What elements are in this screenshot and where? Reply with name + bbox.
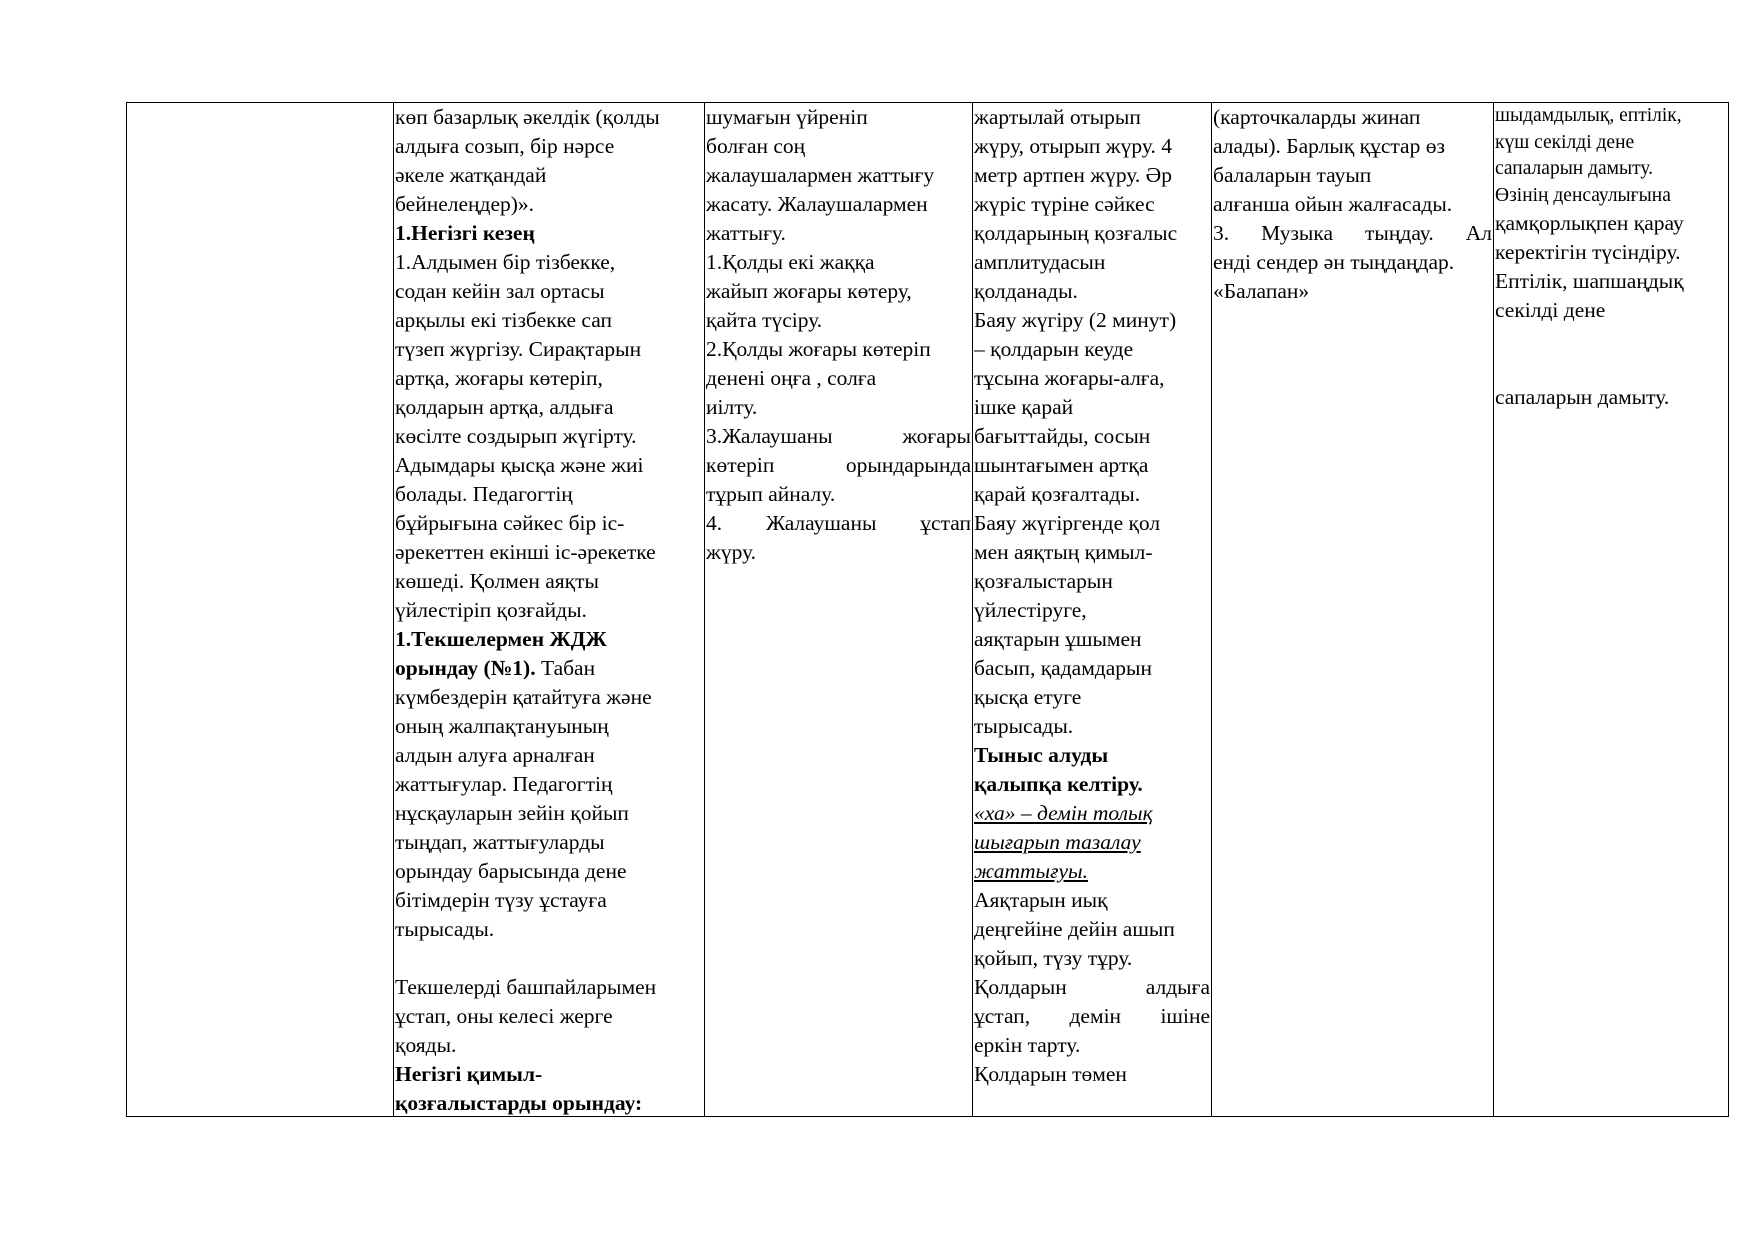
text-line: тырысады. xyxy=(395,917,495,941)
text-line: қайта түсіру. xyxy=(706,308,823,332)
text-line: жасату. Жалаушалармен xyxy=(706,192,928,216)
text-fragment: 4. Жалаушаны xyxy=(706,511,877,535)
text-line: Баяу жүгіру (2 минут) xyxy=(974,308,1177,332)
text-line: орындау барысында дене xyxy=(395,859,627,883)
text-line: артқа, жоғары көтеріп, xyxy=(395,366,603,390)
text-line xyxy=(974,973,1210,1002)
column-divider xyxy=(704,103,705,1116)
text-line: керектігін түсіндіру. xyxy=(1495,240,1681,264)
text-line: нұсқауларын зейін қойып xyxy=(395,801,629,825)
text-line: көшеді. Қолмен аяқты xyxy=(395,569,599,593)
text-line: Аяқтарын иық xyxy=(974,888,1108,912)
text-line: тыңдап, жаттығуларды xyxy=(395,830,605,854)
text-line: әрекеттен екінші іс-әрекетке xyxy=(395,540,656,564)
text-fragment: 3. xyxy=(1213,221,1230,245)
text-line: ішке қарай xyxy=(974,395,1074,419)
text-line: жаттығулар. Педагогтің xyxy=(395,772,613,796)
text-fragment: ұстап xyxy=(920,511,971,535)
column-divider xyxy=(1493,103,1494,1116)
text-line: 1.Алдымен бір тізбекке, xyxy=(395,250,616,274)
text-line: қозғалыстарын xyxy=(974,569,1113,593)
column-divider xyxy=(972,103,973,1116)
text-line xyxy=(706,509,971,538)
exercise-name: шығарып тазалау xyxy=(974,830,1141,854)
text-line: тырысады. xyxy=(974,714,1074,738)
text-line xyxy=(706,422,971,451)
text-line: секілді дене xyxy=(1495,298,1606,322)
text-line: Ептілік, шапшаңдық xyxy=(1495,269,1684,293)
text-line xyxy=(974,1002,1210,1031)
column-divider xyxy=(393,103,394,1116)
table-cell-col5 xyxy=(1213,103,1492,1116)
text-line: көп базарлық әкелдік (қолды xyxy=(395,105,660,129)
text-line: қояды. xyxy=(395,1033,457,1057)
text-fragment: жоғары xyxy=(902,424,971,448)
text-line: жалаушалармен жаттығу xyxy=(706,163,935,187)
text-line: еркін тарту. xyxy=(974,1033,1081,1057)
text-line: түзеп жүргізу. Сирақтарын xyxy=(395,337,642,361)
text-fragment: ұстап, xyxy=(974,1004,1031,1028)
text-line: қолданады. xyxy=(974,279,1078,303)
text-line: әкеле жатқандай xyxy=(395,163,547,187)
text-line: күш секілді дене xyxy=(1495,131,1635,153)
text-line: Өзінің денсаулығына xyxy=(1495,184,1671,206)
text-line: жүру, отырып жүру. 4 xyxy=(974,134,1172,158)
text-fragment: орындарында xyxy=(845,453,971,477)
text-fragment: алдыға xyxy=(1145,975,1210,999)
text-line: 1.Қолды екі жаққа xyxy=(706,250,875,274)
text-line: қолдарының қозғалыс xyxy=(974,221,1178,245)
text-line: үйлестіруге, xyxy=(974,598,1087,622)
text-line: иілту. xyxy=(706,395,758,419)
text-line: басып, қадамдарын xyxy=(974,656,1152,680)
text-fragment: 3.Жалаушаны xyxy=(706,424,833,448)
text-line: қолдарын артқа, алдыға xyxy=(395,395,614,419)
text-line: үйлестіріп қозғайды. xyxy=(395,598,587,622)
text-line: деңгейіне дейін ашып xyxy=(974,917,1175,941)
text-line: қысқа етуге xyxy=(974,685,1082,709)
text-line: қойып, түзу тұру. xyxy=(974,946,1133,970)
exercise-name: «ха» – демін толық xyxy=(974,801,1153,825)
text-line: метр артпен жүру. Әр xyxy=(974,163,1172,187)
text-line: енді сендер ән тыңдаңдар. xyxy=(1213,250,1455,274)
bold-phrase: орындау (№1). xyxy=(395,656,536,680)
blank-line xyxy=(1495,325,1728,383)
table-cell-col4 xyxy=(974,103,1210,1116)
text-line: амплитудасын xyxy=(974,250,1106,274)
text-line: Қолдарын төмен xyxy=(974,1062,1127,1086)
blank-line xyxy=(395,944,703,973)
section-heading-main-stage: 1.Негізгі кезең xyxy=(395,221,535,245)
text-line xyxy=(1213,219,1492,248)
text-line: көсілте создырып жүгірту. xyxy=(395,424,637,448)
text-line: шынтағымен артқа xyxy=(974,453,1149,477)
text-line: Адымдары қысқа және жиі xyxy=(395,453,644,477)
section-heading-main-movements: Негізгі қимыл- xyxy=(395,1062,543,1086)
text-line: балаларын тауып xyxy=(1213,163,1372,187)
text-line: күмбездерін қатайтуға және xyxy=(395,685,652,709)
text-line: жүріс түріне сәйкес xyxy=(974,192,1155,216)
text-line: шыдамдылық, ептілік, xyxy=(1495,105,1682,126)
text-line: болған соң xyxy=(706,134,806,158)
text-line: алдыға созып, бір нәрсе xyxy=(395,134,615,158)
section-heading-blocks: 1.Текшелермен ЖДЖ xyxy=(395,627,607,651)
text-line: аяқтарын ұшымен xyxy=(974,627,1142,651)
text-line: бұйрығына сәйкес бір іс- xyxy=(395,511,625,535)
text-line: оның жалпақтануының xyxy=(395,714,609,738)
text-fragment: Табан xyxy=(535,656,596,680)
text-fragment: тыңдау. xyxy=(1365,221,1434,245)
text-line: тұсына жоғары-алға, xyxy=(974,366,1165,390)
text-line: жайып жоғары көтеру, xyxy=(706,279,912,303)
text-line: ұстап, оны келесі жерге xyxy=(395,1004,613,1028)
text-line: алғанша ойын жалғасады. xyxy=(1213,192,1453,216)
text-line: сапаларын дамыту. xyxy=(1495,158,1654,179)
column-divider xyxy=(1211,103,1212,1116)
text-line: Текшелерді башпайларымен xyxy=(395,975,657,999)
text-line: бағыттайды, сосын xyxy=(974,424,1151,448)
text-line: арқылы екі тізбекке сап xyxy=(395,308,612,332)
text-line: қарай қозғалтады. xyxy=(974,482,1141,506)
text-line: – қолдарын кеуде xyxy=(974,337,1134,361)
section-heading-main-movements: қозғалыстарды орындау: xyxy=(395,1091,643,1115)
table-cell-col2 xyxy=(395,103,703,1116)
text-line: болады. Педагогтің xyxy=(395,482,573,506)
table-cell-col6 xyxy=(1495,103,1728,1116)
text-line: алдын алуға арналған xyxy=(395,743,595,767)
text-line: жартылай отырып xyxy=(974,105,1141,129)
text-line xyxy=(395,654,703,683)
text-fragment: демін xyxy=(1069,1004,1122,1028)
text-line: мен аяқтың қимыл- xyxy=(974,540,1153,564)
text-line xyxy=(706,451,971,480)
text-line: «Балапан» xyxy=(1213,279,1310,303)
text-line: бітімдерін түзу ұстауға xyxy=(395,888,607,912)
section-heading-breathing: қалыпқа келтіру. xyxy=(974,772,1143,796)
text-fragment: Ал xyxy=(1465,221,1492,245)
text-line: 2.Қолды жоғары көтеріп xyxy=(706,337,931,361)
text-line: жүру. xyxy=(706,540,757,564)
table-cell-col1 xyxy=(127,103,393,1116)
text-line: бейнелеңдер)». xyxy=(395,192,535,216)
text-line: шумағын үйреніп xyxy=(706,105,868,129)
text-fragment: көтеріп xyxy=(706,453,775,477)
text-fragment: ішіне xyxy=(1160,1004,1210,1028)
text-line: сапаларын дамыту. xyxy=(1495,385,1670,409)
text-line: содан кейін зал ортасы xyxy=(395,279,605,303)
table-cell-col3 xyxy=(706,103,971,1116)
text-line: (карточкаларды жинап xyxy=(1213,105,1421,129)
lesson-plan-table xyxy=(126,102,1729,1117)
text-line: Баяу жүгіргенде қол xyxy=(974,511,1161,535)
text-line: жаттығу. xyxy=(706,221,786,245)
text-fragment: Музыка xyxy=(1261,221,1334,245)
exercise-name: жаттығуы. xyxy=(974,859,1088,883)
text-fragment: Қолдарын xyxy=(974,975,1067,999)
text-line: қамқорлықпен қарау xyxy=(1495,211,1684,235)
text-line: денені оңға , солға xyxy=(706,366,877,390)
text-line: алады). Барлық құстар өз xyxy=(1213,134,1445,158)
section-heading-breathing: Тыныс алуды xyxy=(974,743,1109,767)
text-line: тұрып айналу. xyxy=(706,482,836,506)
